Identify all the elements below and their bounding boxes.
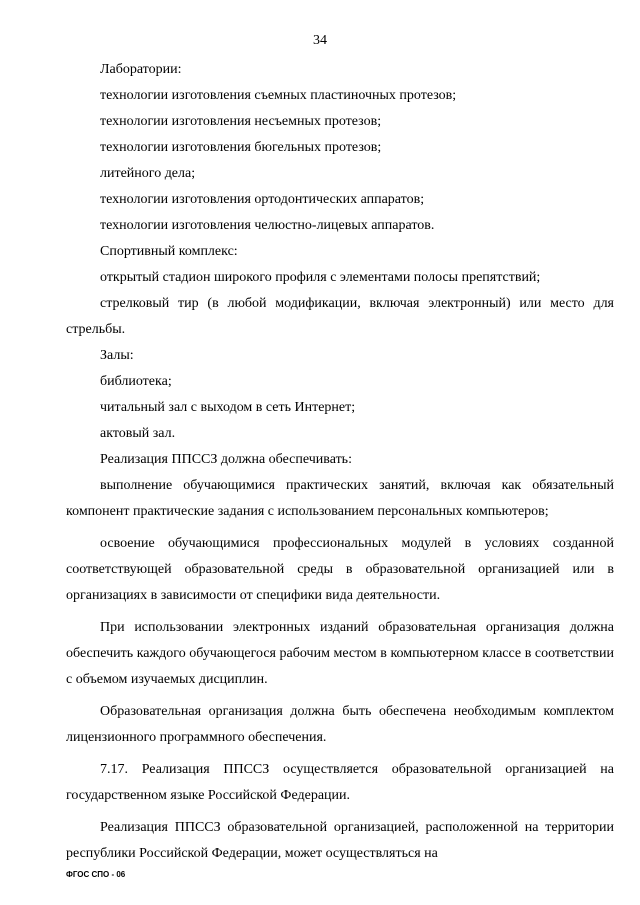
document-body (66, 57, 614, 867)
page-number: 34 (313, 33, 327, 48)
halls-heading: Залы: (100, 348, 134, 363)
labs-heading: Лаборатории: (100, 62, 182, 77)
list-item: освоение обучающимися профессиональных модулей в условиях созданной соответствующей образовательной среды в образовательной организацией или в организациях в зависимости от специфики вида деятельности. (66, 536, 614, 603)
list-item: актовый зал. (100, 426, 176, 441)
requirements-heading: Реализация ППССЗ должна обеспечивать: (100, 452, 352, 467)
list-item: читальный зал с выходом в сеть Интернет; (100, 400, 356, 415)
list-item: технологии изготовления ортодонтических аппаратов; (100, 192, 425, 207)
paragraph: При использовании электронных изданий образовательная организация должна обеспечить каждого обучающегося рабочим местом в компьютерном классе в соответствии с объемом изучаемых дисциплин. (66, 620, 614, 687)
list-item: стрелковый тир (в любой модификации, включая электронный) или место для стрельбы. (66, 296, 614, 337)
list-item: технологии изготовления бюгельных протезов; (100, 140, 382, 155)
list-item: технологии изготовления челюстно-лицевых аппаратов. (100, 218, 435, 233)
list-item: технологии изготовления несъемных протезов; (100, 114, 382, 129)
sport-heading: Спортивный комплекс: (100, 244, 238, 259)
paragraph: Реализация ППССЗ образовательной организацией, расположенной на территории республики Российской Федерации, может осуществляться на (66, 820, 614, 861)
footer-label: ФГОС СПО - 06 (66, 870, 126, 879)
paragraph: 7.17. Реализация ППССЗ осуществляется образовательной организацией на государственном языке Российской Федерации. (66, 762, 614, 803)
list-item: выполнение обучающимися практических занятий, включая как обязательный компонент практические задания с использованием персональных компьютеров; (66, 478, 614, 519)
paragraph: Образовательная организация должна быть обеспечена необходимым комплектом лицензионного программного обеспечения. (66, 704, 614, 745)
list-item: открытый стадион широкого профиля с элементами полосы препятствий; (100, 270, 541, 285)
list-item: литейного дела; (100, 166, 196, 181)
list-item: технологии изготовления съемных пластиночных протезов; (100, 88, 457, 103)
list-item: библиотека; (100, 374, 172, 389)
